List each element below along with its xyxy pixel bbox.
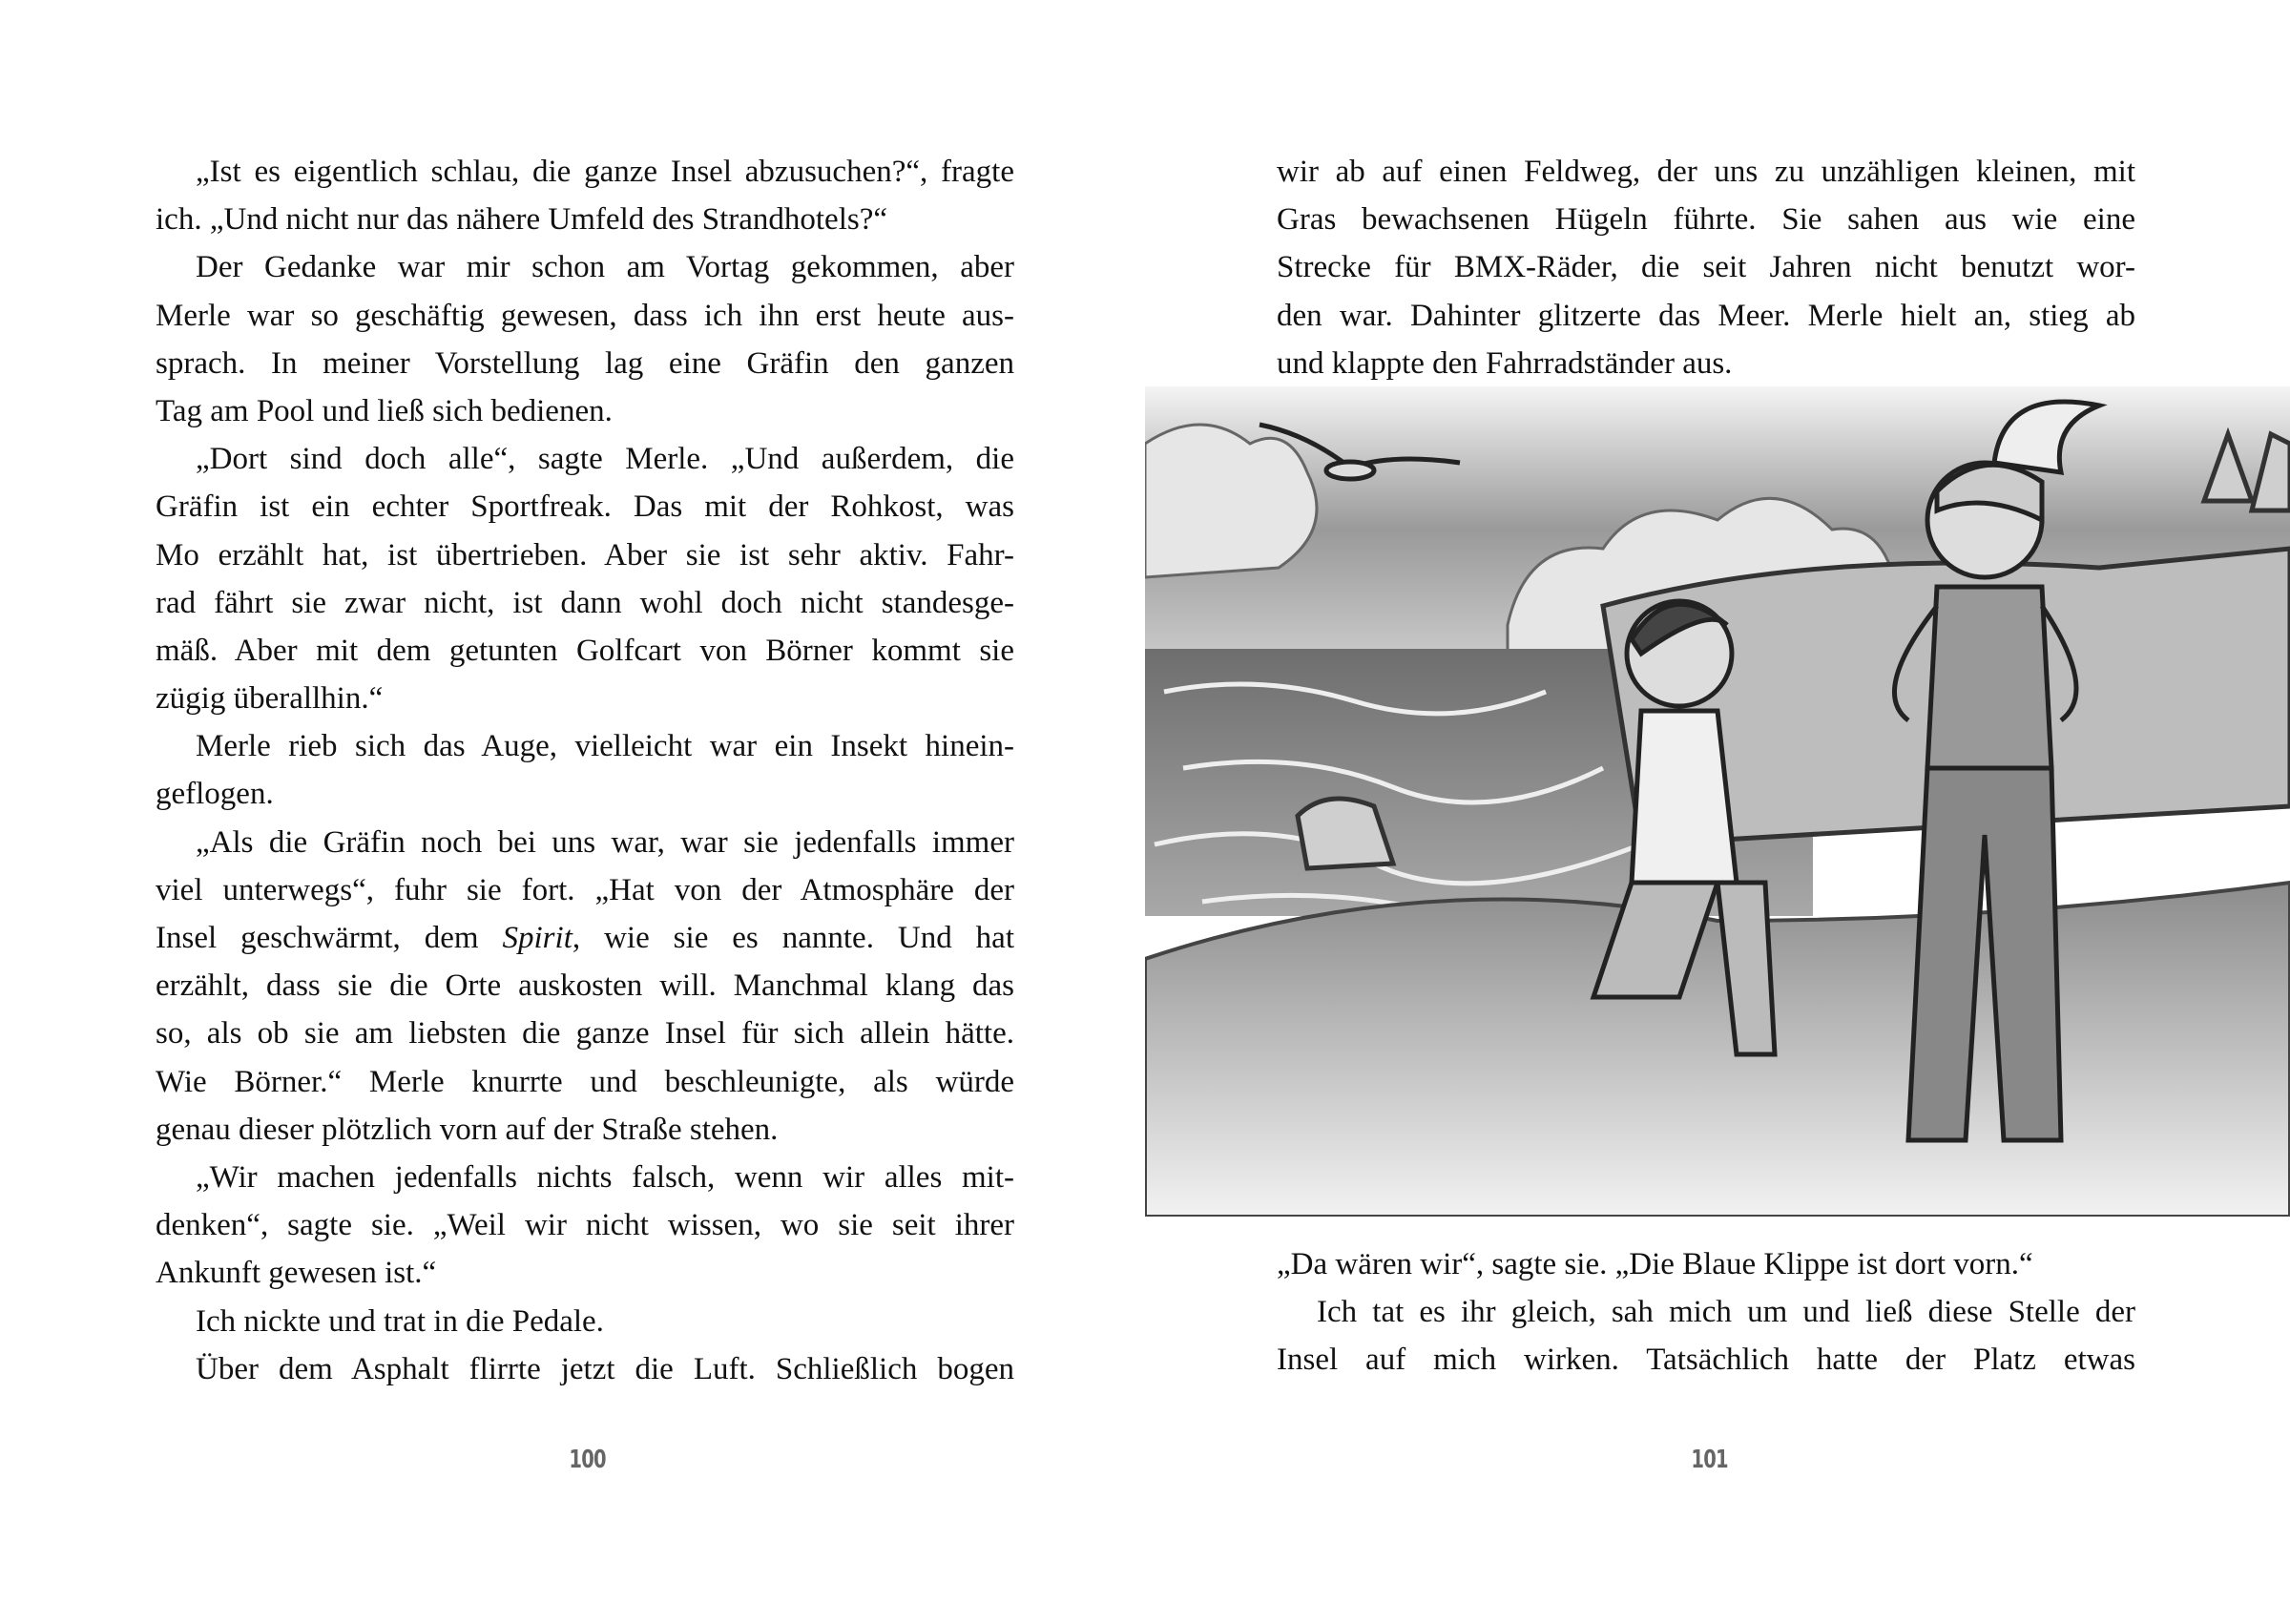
ground (1145, 883, 2290, 1217)
text-line: Merle rieb sich das Auge, vielleicht war ein Insekt hinein- (196, 729, 1014, 764)
text-line: Merle war so geschäftig gewesen, dass ich ihn erst heute aus- (156, 298, 1014, 333)
text-line: erzählt, dass sie die Orte auskosten will. Manchmal klang das (156, 968, 1014, 1004)
text-line: genau dieser plötzlich vorn auf der Straße stehen. (156, 1112, 779, 1147)
text-line: Tag am Pool und ließ sich bedienen. (156, 393, 613, 428)
text-line: mäß. Aber mit dem getunten Golfcart von Börner kommt sie (156, 633, 1014, 668)
right-page (1145, 0, 2290, 1624)
text-line: ich. „Und nicht nur das nähere Umfeld des Strandhotels?“ (156, 202, 888, 238)
text-line: „Wir machen jedenfalls nichts falsch, wenn wir alles mit- (196, 1159, 1014, 1195)
text-line: geflogen. (156, 777, 274, 812)
text-segment: , wie sie es nannte. Und hat (572, 921, 1014, 955)
text-line: den war. Dahinter glitzerte das Meer. Merle hielt an, stieg ab (1277, 298, 2135, 333)
text-line: Mo erzählt hat, ist übertrieben. Aber sie ist sehr aktiv. Fahr- (156, 537, 1014, 573)
page-number-right: 101 (1691, 1446, 1728, 1474)
illustration-coast-scene (1145, 386, 2290, 1217)
text-line: „Als die Gräfin noch bei uns war, war sie jedenfalls immer (196, 824, 1014, 860)
text-line: Ankunft gewesen ist.“ (156, 1256, 437, 1291)
text-line: sprach. In meiner Vorstellung lag eine Gräfin den ganzen (156, 345, 1014, 381)
text-line: und klappte den Fahrradständer aus. (1277, 345, 1733, 381)
right-page-text-top (1277, 148, 2135, 387)
text-line: Ich nickte und trat in die Pedale. (196, 1303, 604, 1339)
text-line: Über dem Asphalt flirrte jetzt die Luft. Schließlich bogen (196, 1351, 1014, 1386)
text-line (156, 914, 1014, 962)
left-page-text (156, 148, 1014, 1393)
italic-text: Spirit (502, 921, 572, 955)
right-page-text-bottom (1277, 1240, 2135, 1385)
page-number-left: 100 (569, 1446, 606, 1474)
text-segment: Insel geschwärmt, dem (156, 921, 503, 955)
text-line: Gräfin ist ein echter Sportfreak. Das mit der Rohkost, was (156, 489, 1014, 525)
text-line: Gras bewachsenen Hügeln führte. Sie sahen aus wie eine (1277, 202, 2135, 238)
text-line: viel unterwegs“, fuhr sie fort. „Hat von der Atmosphäre der (156, 872, 1014, 907)
text-line: „Ist es eigentlich schlau, die ganze Insel abzusuchen?“, fragte (196, 155, 1014, 189)
text-line: rad fährt sie zwar nicht, ist dann wohl doch nicht standesge- (156, 585, 1014, 620)
text-line: „Da wären wir“, sagte sie. „Die Blaue Klippe ist dort vorn.“ (1277, 1247, 2033, 1281)
text-line: „Dort sind doch alle“, sagte Merle. „Und außerdem, die (196, 442, 1014, 477)
text-line: zügig überallhin.“ (156, 681, 384, 717)
text-line: Ich tat es ihr gleich, sah mich um und ließ diese Stelle der (1317, 1295, 2135, 1330)
text-line: wir ab auf einen Feldweg, der uns zu unzähligen kleinen, mit (1277, 155, 2135, 189)
text-line: so, als ob sie am liebsten die ganze Insel für sich allein hätte. (156, 1016, 1014, 1051)
text-line: Strecke für BMX-Räder, die seit Jahren nicht benutzt wor- (1277, 250, 2135, 285)
text-line: Wie Börner.“ Merle knurrte und beschleunigte, als würde (156, 1064, 1014, 1099)
text-line: Der Gedanke war mir schon am Vortag gekommen, aber (196, 250, 1014, 285)
text-line: Insel auf mich wirken. Tatsächlich hatte der Platz etwas (1277, 1343, 2135, 1378)
text-line: denken“, sagte sie. „Weil wir nicht wissen, wo sie seit ihrer (156, 1208, 1014, 1243)
